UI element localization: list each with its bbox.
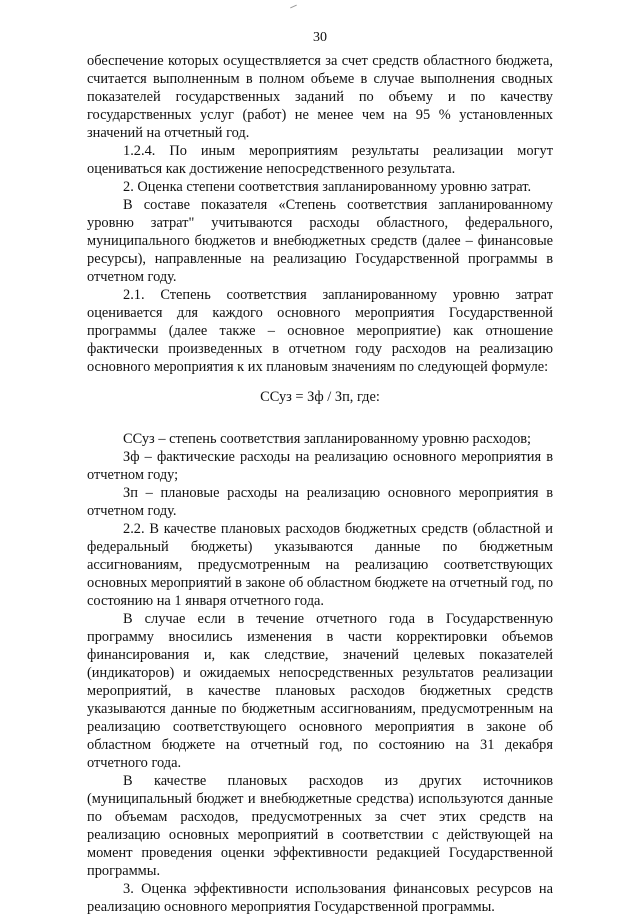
paragraph-other-sources: В качестве плановых расходов из других источников (муниципальный бюджет и внебюджетные средства) используются данные по объемам расходов, предусмотренных за счет этих средств на реализацию основных мероприятий в соответствии с действующей на момент проведения оценки эффективности редакцией Государственной программы. (87, 773, 553, 879)
section-heading-2: 2. Оценка степени соответствия запланированному уровню затрат. (123, 179, 532, 195)
page-number: 30 (313, 30, 327, 45)
paragraph-2-1: 2.1. Степень соответствия запланированному уровню затрат оценивается для каждого основного мероприятия Государственной программы (далее также – основное мероприятие) как отношение фактически произведенных в отчетном году расходов на реализацию основного мероприятия к их плановым значениям по следующей формуле: (87, 287, 553, 375)
formula: ССуз = Зф / Зп, где: (260, 389, 380, 405)
paragraph-indicator-composition: В составе показателя «Степень соответствия запланированному уровню затрат" учитываются расходы областного, федерального, муниципального бюджетов и внебюджетных средств (далее – финансовые ресурсы), направленные на реализацию Государственной программы в отчетном году. (87, 197, 553, 285)
definition-ssuz: ССуз – степень соответствия запланированному уровню расходов; (123, 431, 532, 447)
paragraph-1-2-4: 1.2.4. По иным мероприятиям результаты реализации могут оцениваться как достижение непосредственного результата. (87, 143, 553, 177)
paragraph-2-2: 2.2. В качестве плановых расходов бюджетных средств (областной и федеральный бюджеты) указываются данные по бюджетным ассигнованиям, предусмотренным на реализацию соответствующих основных мероприятий в законе об областном бюджете на отчетный год, по состоянию на 1 января отчетного года. (87, 521, 554, 609)
paragraph-continuation: обеспечение которых осуществляется за счет средств областного бюджета, считается выполненным в полном объеме в случае выполнения сводных показателей государственных заданий по объему и по качеству государственных услуг (работ) не менее чем на 95 % установленных значений на отчетный год. (87, 53, 553, 141)
section-heading-3: 3. Оценка эффективности использования финансовых ресурсов на реализацию основного мероприятия Государственной программы. (87, 881, 553, 915)
document-body (87, 52, 553, 916)
scan-mark (290, 5, 297, 9)
paragraph-program-changes: В случае если в течение отчетного года в Государственную программу вносились изменения в части корректировки объемов финансирования и, как следствие, значений целевых показателей (индикаторов) и ожидаемых непосредственных результатов реализации мероприятий, в качестве плановых расходов бюджетных средств указываются данные по бюджетным ассигнованиям, предусмотренным на реализацию соответствующего основного мероприятия в законе об областном бюджете на отчетный год, по состоянию на 31 декабря отчетного года. (87, 611, 553, 771)
definition-zp: Зп – плановые расходы на реализацию основного мероприятия в отчетном году. (87, 485, 553, 519)
definition-zf: Зф – фактические расходы на реализацию основного мероприятия в отчетном году; (87, 449, 553, 483)
